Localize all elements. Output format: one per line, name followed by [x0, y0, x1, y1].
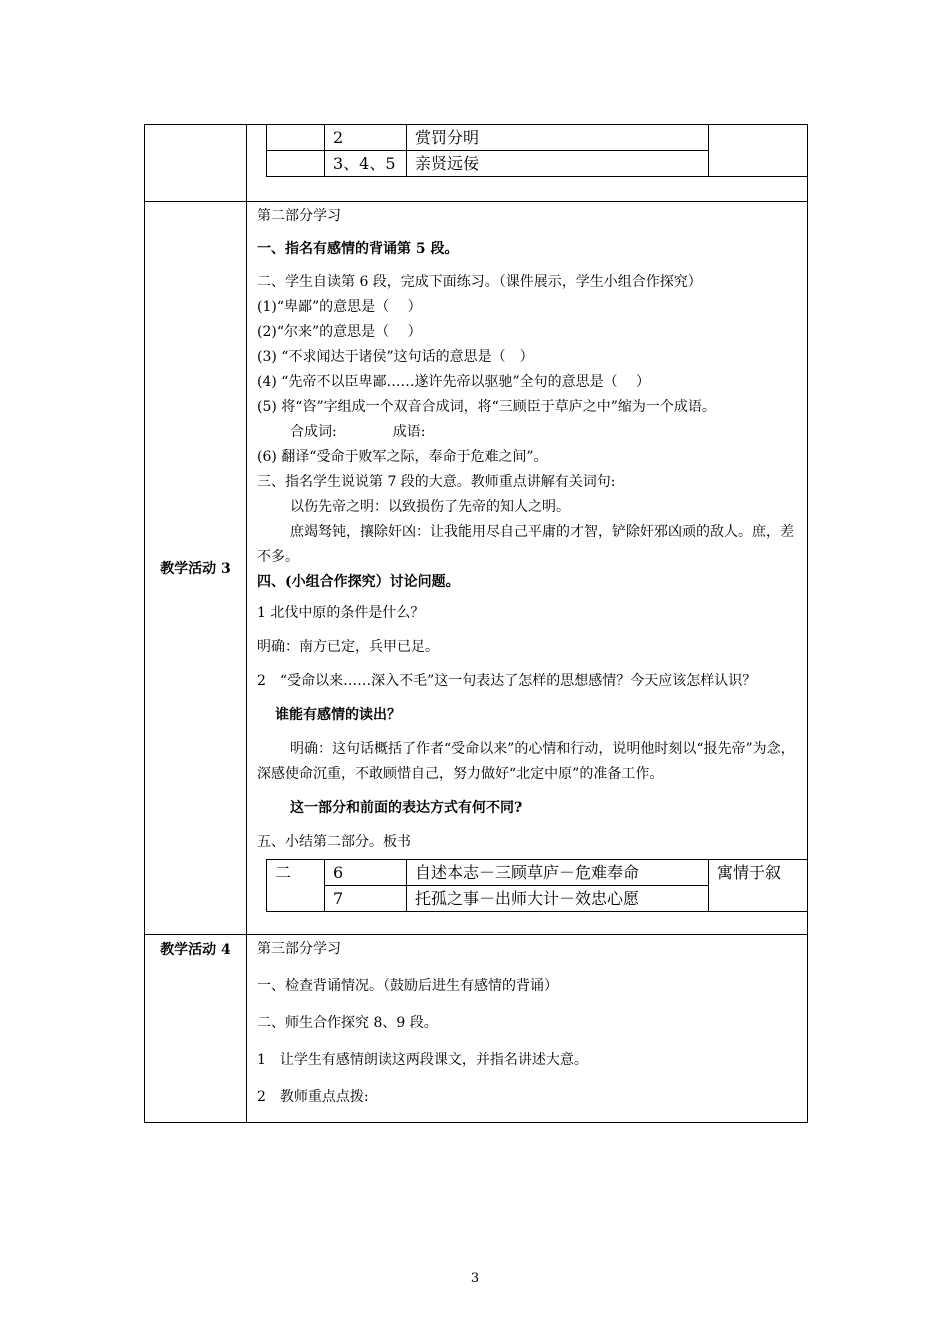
row-content	[247, 935, 808, 1123]
text-line: 庶竭驽钝，攘除奸凶：让我能用尽自己平庸的才智，铲除奸邪凶顽的敌人。庶，差不多。	[257, 524, 794, 565]
text-line: 1 让学生有感情朗读这两段课文，并指名讲述大意。	[257, 1052, 588, 1068]
text-line: 明确：这句话概括了作者“受命以来”的心情和行动，说明他时刻以“报先帝”为念，深感使命沉重，不敢顾惜自己，努力做好“北定中原”的准备工作。	[257, 741, 795, 782]
row-label: 教学活动 4	[145, 935, 247, 1123]
section-heading: 第二部分学习	[257, 208, 341, 224]
subtable-cell	[267, 125, 325, 151]
text-line: 一、指名有感情的背诵第 5 段。	[257, 241, 459, 257]
row-label	[145, 125, 247, 202]
blackboard-subtable	[266, 859, 808, 912]
text-line: 2 “受命以来……深入不毛”这一句表达了怎样的思想感情？今天应该怎样认识？	[257, 673, 757, 689]
subtable-cell: 赏罚分明	[407, 125, 709, 151]
summary-subtable	[266, 125, 808, 177]
text-line: (5) 将“咨”字组成一个双音合成词，将“三顾臣于草庐之中”缩为一个成语。	[257, 399, 716, 415]
subtable-cell: 6	[325, 860, 407, 886]
subtable-cell: 寓情于叙	[709, 860, 808, 912]
row-label: 教学活动 3	[145, 202, 247, 935]
section-heading: 第三部分学习	[257, 941, 341, 957]
text-line: 三、指名学生说说第 7 段的大意。教师重点讲解有关词句:	[257, 474, 616, 490]
text-line: (3) “不求闻达于诸侯”这句话的意思是（ ）	[257, 349, 534, 365]
text-line: (4) “先帝不以臣卑鄙……遂许先帝以驱驰”全句的意思是（ ）	[257, 374, 651, 390]
text-line: (1)“卑鄙”的意思是（ ）	[257, 299, 422, 315]
subtable-cell: 二	[267, 860, 325, 912]
text-line: (2)“尔来”的意思是（ ）	[257, 324, 422, 340]
table-row	[145, 125, 808, 202]
text-line: 五、小结第二部分。板书	[257, 834, 411, 850]
text-line: 合成词: 成语:	[290, 424, 426, 440]
subtable-cell	[267, 151, 325, 177]
table-row	[145, 935, 808, 1123]
subtable-cell	[709, 125, 808, 177]
text-line: 一、检查背诵情况。（鼓励后进生有感情的背诵）	[257, 978, 558, 994]
subtable-cell: 2	[325, 125, 407, 151]
row-content	[247, 125, 808, 202]
subtable-cell: 7	[325, 886, 407, 912]
table-row	[145, 202, 808, 935]
text-line: 这一部分和前面的表达方式有何不同?	[290, 800, 523, 816]
lesson-plan-table	[144, 124, 808, 1123]
text-line: 二、学生自读第 6 段，完成下面练习。（课件展示，学生小组合作探究）	[257, 274, 702, 290]
page-number: 3	[470, 1271, 480, 1286]
subtable-row	[267, 860, 808, 886]
text-line: 二、师生合作探究 8、9 段。	[257, 1015, 438, 1031]
row-content	[247, 202, 808, 935]
text-line: 2 教师重点点拨:	[257, 1089, 369, 1105]
text-line: 以伤先帝之明：以致损伤了先帝的知人之明。	[290, 499, 570, 515]
subtable-cell: 托孤之事－出师大计－效忠心愿	[407, 886, 709, 912]
text-line: 1 北伐中原的条件是什么？	[257, 605, 425, 621]
subtable-row	[267, 125, 808, 151]
subtable-cell: 亲贤远佞	[407, 151, 709, 177]
text-line: 四、(小组合作探究）讨论问题。	[257, 574, 460, 590]
subtable-cell: 自述本志－三顾草庐－危难奉命	[407, 860, 709, 886]
text-line: (6) 翻译“受命于败军之际，奉命于危难之间”。	[257, 449, 548, 465]
text-line: 明确：南方已定，兵甲已足。	[257, 639, 439, 655]
text-line: 谁能有感情的读出？	[275, 707, 401, 723]
subtable-cell: 3、4、5	[325, 151, 407, 177]
